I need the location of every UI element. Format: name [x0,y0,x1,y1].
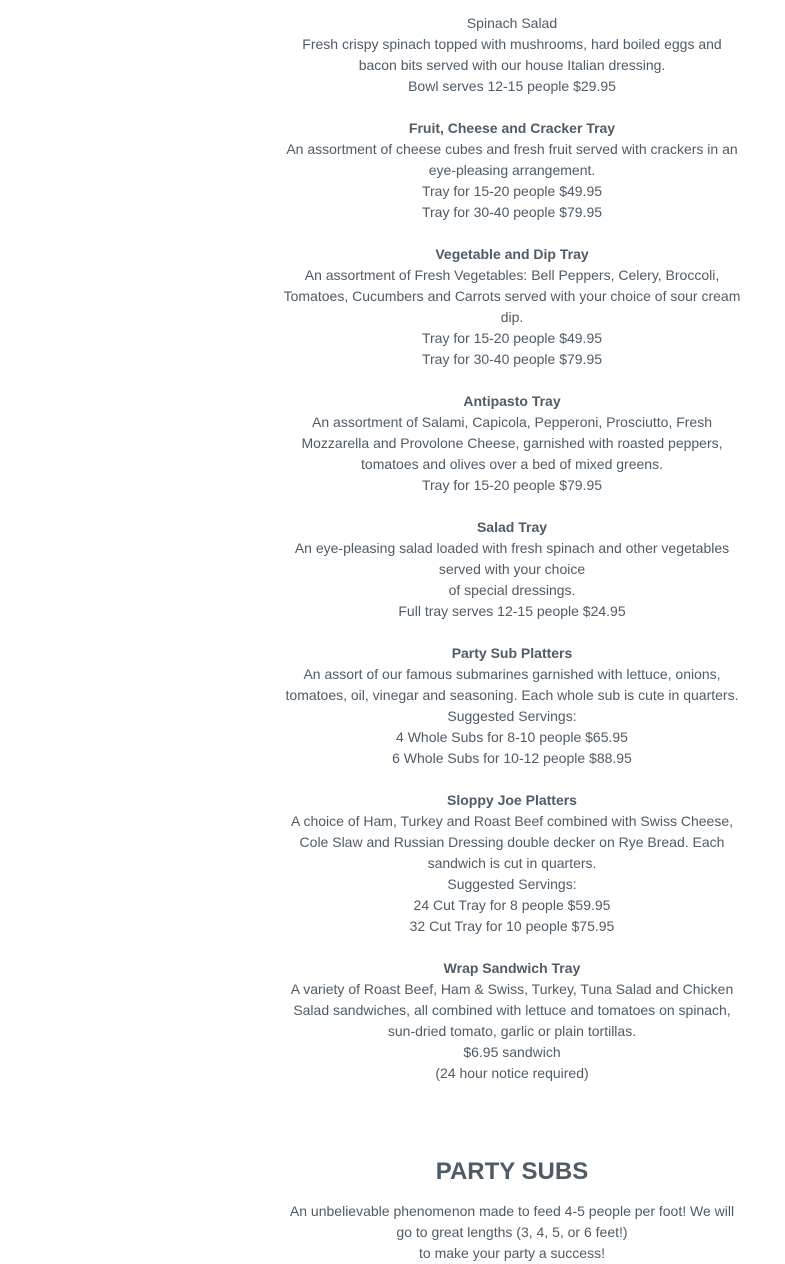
spacer [283,1084,741,1105]
menu-item-title: Antipasto Tray [463,393,561,409]
spacer [283,769,741,790]
menu-item [283,391,741,496]
menu-item-text: Fresh crispy spinach topped with mushrooms, hard boiled eggs and bacon bits served with our house Italian dressing. [302,36,722,73]
menu-item-text: Tray for 30-40 people $79.95 [421,204,603,220]
section-text: to make your party a success! [419,1245,605,1261]
spacer [283,622,741,643]
spacer [283,496,741,517]
menu-item-text: An assortment of Salami, Capicola, Pepperoni, Prosciutto, Fresh Mozzarella and Provolone Cheese, garnished with roasted peppers, tomatoes and olives over a bed of mixed greens. [301,414,723,472]
spacer [283,937,741,958]
section-text: An unbelievable phenomenon made to feed 4-5 people per foot! We will go to great lengths (3, 4, 5, or 6 feet!) [289,1203,735,1240]
spacer [283,97,741,118]
menu-item-text: Tray for 15-20 people $79.95 [421,477,603,493]
menu-item-title: Wrap Sandwich Tray [443,960,581,976]
spacer [283,223,741,244]
menu-item-title: Sloppy Joe Platters [447,792,577,808]
menu-item [283,517,741,622]
menu-item-title: Party Sub Platters [451,645,573,661]
menu-item-text: Suggested Servings: [447,876,577,892]
menu-item-text: An eye-pleasing salad loaded with fresh spinach and other vegetables served with your choice [294,540,730,577]
menu-item-text: Tray for 15-20 people $49.95 [421,330,603,346]
menu-item-text: Bowl serves 12-15 people $29.95 [408,78,616,94]
menu-item [283,118,741,223]
menu-item-text: A choice of Ham, Turkey and Roast Beef combined with Swiss Cheese, Cole Slaw and Russian Dressing double decker on Rye Bread. Each sandwich is cut in quarters. [291,813,733,871]
menu-item-text: An assort of our famous submarines garnished with lettuce, onions, tomatoes, oil, vinegar and seasoning. Each whole sub is cute in quarters. [285,666,739,703]
menu-item-text: Tray for 30-40 people $79.95 [421,351,603,367]
menu-item-text: An assortment of Fresh Vegetables: Bell Peppers, Celery, Broccoli, Tomatoes, Cucumbers and Carrots served with your choice of sour cream dip. [283,267,741,325]
menu-item-text: An assortment of cheese cubes and fresh fruit served with crackers in an eye-pleasing arrangement. [286,141,738,178]
menu-item-text: Tray for 15-20 people $49.95 [421,183,603,199]
menu-item [283,643,741,769]
spacer [283,1187,741,1201]
menu-item [283,958,741,1084]
menu-item-text: 32 Cut Tray for 10 people $75.95 [409,918,615,934]
spacer [283,1105,741,1157]
menu-item-text: 24 Cut Tray for 8 people $59.95 [413,897,611,913]
section-heading: PARTY SUBS [435,1158,589,1185]
menu-item-title: Fruit, Cheese and Cracker Tray [408,120,616,136]
party-subs-section [283,1157,741,1264]
menu-item-text: A variety of Roast Beef, Ham & Swiss, Turkey, Tuna Salad and Chicken Salad sandwiches, all combined with lettuce and tomatoes on spinach, sun-dried tomato, garlic or plain tortillas. [290,981,734,1039]
menu-item [283,244,741,370]
catering-menu [283,13,741,1264]
menu-item-text: Full tray serves 12-15 people $24.95 [398,603,626,619]
menu-item-text: (24 hour notice required) [435,1065,589,1081]
menu-item-text: 4 Whole Subs for 8-10 people $65.95 [396,729,628,745]
menu-item-text: 6 Whole Subs for 10-12 people $88.95 [392,750,632,766]
menu-item [283,790,741,937]
menu-item-title: Vegetable and Dip Tray [435,246,589,262]
menu-item-title: Spinach Salad [466,15,558,31]
spacer [283,370,741,391]
menu-item-text: of special dressings. [448,582,576,598]
menu-item-text: $6.95 sandwich [463,1044,561,1060]
menu-item-text: Suggested Servings: [447,708,577,724]
menu-item [283,13,741,97]
menu-item-title: Salad Tray [476,519,548,535]
